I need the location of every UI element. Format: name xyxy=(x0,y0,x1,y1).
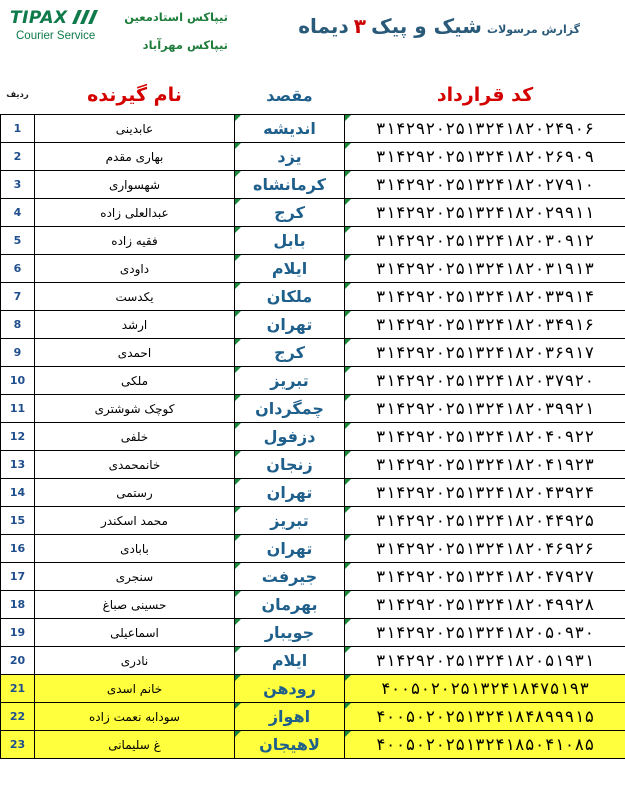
table-row xyxy=(1,255,625,283)
row-index: 9 xyxy=(1,339,35,367)
report-month: دیماه xyxy=(298,14,349,38)
recipient-name: سنجری xyxy=(35,563,235,591)
destination-city: تهران xyxy=(235,311,345,339)
contract-code: ۳۱۴۲۹۲۰۲۵۱۳۲۴۱۸۲۰۴۷۹۲۷ xyxy=(345,563,625,591)
recipient-name: نادری xyxy=(35,647,235,675)
contract-code: ۳۱۴۲۹۲۰۲۵۱۳۲۴۱۸۲۰۴۰۹۲۲ xyxy=(345,423,625,451)
row-index: 15 xyxy=(1,507,35,535)
table-row xyxy=(1,731,625,759)
cell-comment-marker-icon xyxy=(345,339,351,345)
cell-comment-marker-icon xyxy=(345,423,351,429)
contract-code: ۴۰۰۵۰۲۰۲۵۱۳۲۴۱۸۵۰۴۱۰۸۵ xyxy=(345,731,625,759)
destination-city: ایلام xyxy=(235,255,345,283)
row-index: 4 xyxy=(1,199,35,227)
cell-comment-marker-icon xyxy=(345,619,351,625)
cell-comment-marker-icon xyxy=(235,563,241,569)
cell-comment-marker-icon xyxy=(345,255,351,261)
cell-comment-marker-icon xyxy=(345,535,351,541)
cell-comment-marker-icon xyxy=(345,731,351,737)
cell-comment-marker-icon xyxy=(345,591,351,597)
row-index: 18 xyxy=(1,591,35,619)
table-row xyxy=(1,199,625,227)
cell-comment-marker-icon xyxy=(345,479,351,485)
cell-comment-marker-icon xyxy=(345,199,351,205)
table-row xyxy=(1,703,625,731)
table-row xyxy=(1,675,625,703)
contract-code: ۳۱۴۲۹۲۰۲۵۱۳۲۴۱۸۲۰۴۶۹۲۶ xyxy=(345,535,625,563)
table-row xyxy=(1,283,625,311)
table-row xyxy=(1,115,625,143)
contract-code: ۳۱۴۲۹۲۰۲۵۱۳۲۴۱۸۲۰۲۴۹۰۶ xyxy=(345,115,625,143)
destination-city: چمگردان xyxy=(235,395,345,423)
cell-comment-marker-icon xyxy=(235,311,241,317)
cell-comment-marker-icon xyxy=(235,451,241,457)
contract-code: ۴۰۰۵۰۲۰۲۵۱۳۲۴۱۸۴۷۵۱۹۳ xyxy=(345,675,625,703)
table-row xyxy=(1,339,625,367)
recipient-name: عبدالعلی زاده xyxy=(35,199,235,227)
cell-comment-marker-icon xyxy=(235,591,241,597)
row-index: 10 xyxy=(1,367,35,395)
recipient-name: یکدست xyxy=(35,283,235,311)
table-row xyxy=(1,311,625,339)
table-row xyxy=(1,647,625,675)
branch-name-2: تیپاکس مهرآباد xyxy=(142,38,228,52)
contract-code: ۳۱۴۲۹۲۰۲۵۱۳۲۴۱۸۲۰۲۹۹۱۱ xyxy=(345,199,625,227)
contract-code: ۳۱۴۲۹۲۰۲۵۱۳۲۴۱۸۲۰۵۰۹۳۰ xyxy=(345,619,625,647)
recipient-name: فقیه زاده xyxy=(35,227,235,255)
cell-comment-marker-icon xyxy=(345,647,351,653)
cell-comment-marker-icon xyxy=(235,675,241,681)
logo-subtitle: Courier Service xyxy=(16,30,96,42)
cell-comment-marker-icon xyxy=(235,227,241,233)
recipient-name: شهسواری xyxy=(35,171,235,199)
cell-comment-marker-icon xyxy=(235,339,241,345)
destination-city: کرج xyxy=(235,339,345,367)
recipient-name: غ سلیمانی xyxy=(35,731,235,759)
row-index: 5 xyxy=(1,227,35,255)
cell-comment-marker-icon xyxy=(345,451,351,457)
table-row xyxy=(1,507,625,535)
cell-comment-marker-icon xyxy=(235,535,241,541)
cell-comment-marker-icon xyxy=(345,367,351,373)
destination-city: کرمانشاه xyxy=(235,171,345,199)
row-index: 21 xyxy=(1,675,35,703)
column-header-contract-code: کد قرارداد xyxy=(436,84,534,106)
cell-comment-marker-icon xyxy=(345,171,351,177)
recipient-name: ارشد xyxy=(35,311,235,339)
cell-comment-marker-icon xyxy=(345,395,351,401)
contract-code: ۳۱۴۲۹۲۰۲۵۱۳۲۴۱۸۲۰۳۷۹۲۰ xyxy=(345,367,625,395)
cell-comment-marker-icon xyxy=(235,115,241,121)
destination-city: تبریز xyxy=(235,507,345,535)
contract-code: ۳۱۴۲۹۲۰۲۵۱۳۲۴۱۸۲۰۳۰۹۱۲ xyxy=(345,227,625,255)
destination-city: جیرفت xyxy=(235,563,345,591)
recipient-name: خلفی xyxy=(35,423,235,451)
table-row xyxy=(1,423,625,451)
report-customer: شیک و پیک xyxy=(371,14,482,38)
table-row xyxy=(1,451,625,479)
recipient-name: ملکی xyxy=(35,367,235,395)
cell-comment-marker-icon xyxy=(345,675,351,681)
branch-name-1: تیپاکس استادمعین xyxy=(124,10,228,24)
shipments-table xyxy=(0,76,625,759)
report-title xyxy=(240,14,580,38)
contract-code: ۳۱۴۲۹۲۰۲۵۱۳۲۴۱۸۲۰۳۶۹۱۷ xyxy=(345,339,625,367)
contract-code: ۳۱۴۲۹۲۰۲۵۱۳۲۴۱۸۲۰۳۹۹۲۱ xyxy=(345,395,625,423)
cell-comment-marker-icon xyxy=(345,115,351,121)
table-header-row xyxy=(1,76,625,115)
column-header-index: ردیف xyxy=(6,90,29,100)
cell-comment-marker-icon xyxy=(235,703,241,709)
recipient-name: کوچک شوشتری xyxy=(35,395,235,423)
contract-code: ۳۱۴۲۹۲۰۲۵۱۳۲۴۱۸۲۰۴۳۹۲۴ xyxy=(345,479,625,507)
contract-code: ۳۱۴۲۹۲۰۲۵۱۳۲۴۱۸۲۰۲۷۹۱۰ xyxy=(345,171,625,199)
cell-comment-marker-icon xyxy=(345,227,351,233)
table-row xyxy=(1,591,625,619)
destination-city: تهران xyxy=(235,479,345,507)
destination-city: بابل xyxy=(235,227,345,255)
cell-comment-marker-icon xyxy=(345,143,351,149)
column-header-destination: مقصد xyxy=(266,85,313,105)
recipient-name: خانم اسدی xyxy=(35,675,235,703)
cell-comment-marker-icon xyxy=(235,731,241,737)
row-index: 2 xyxy=(1,143,35,171)
cell-comment-marker-icon xyxy=(235,255,241,261)
report-header xyxy=(0,0,625,76)
contract-code: ۳۱۴۲۹۲۰۲۵۱۳۲۴۱۸۲۰۳۳۹۱۴ xyxy=(345,283,625,311)
destination-city: یزد xyxy=(235,143,345,171)
destination-city: کرج xyxy=(235,199,345,227)
contract-code: ۳۱۴۲۹۲۰۲۵۱۳۲۴۱۸۲۰۴۴۹۲۵ xyxy=(345,507,625,535)
table-row xyxy=(1,535,625,563)
recipient-name: بابادی xyxy=(35,535,235,563)
row-index: 20 xyxy=(1,647,35,675)
row-index: 17 xyxy=(1,563,35,591)
row-index: 23 xyxy=(1,731,35,759)
recipient-name: خانمحمدی xyxy=(35,451,235,479)
cell-comment-marker-icon xyxy=(235,619,241,625)
destination-city: اندیشه xyxy=(235,115,345,143)
cell-comment-marker-icon xyxy=(235,507,241,513)
cell-comment-marker-icon xyxy=(345,283,351,289)
destination-city: تهران xyxy=(235,535,345,563)
contract-code: ۳۱۴۲۹۲۰۲۵۱۳۲۴۱۸۲۰۴۱۹۲۳ xyxy=(345,451,625,479)
row-index: 12 xyxy=(1,423,35,451)
destination-city: رودهن xyxy=(235,675,345,703)
table-row xyxy=(1,395,625,423)
recipient-name: اسماعیلی xyxy=(35,619,235,647)
row-index: 16 xyxy=(1,535,35,563)
table-row xyxy=(1,143,625,171)
row-index: 13 xyxy=(1,451,35,479)
contract-code: ۴۰۰۵۰۲۰۲۵۱۳۲۴۱۸۴۸۹۹۹۱۵ xyxy=(345,703,625,731)
cell-comment-marker-icon xyxy=(235,423,241,429)
table-row xyxy=(1,227,625,255)
row-index: 22 xyxy=(1,703,35,731)
row-index: 7 xyxy=(1,283,35,311)
destination-city: اهواز xyxy=(235,703,345,731)
contract-code: ۳۱۴۲۹۲۰۲۵۱۳۲۴۱۸۲۰۳۱۹۱۳ xyxy=(345,255,625,283)
table-row xyxy=(1,619,625,647)
report-number: ۳ xyxy=(353,14,367,38)
recipient-name: داودی xyxy=(35,255,235,283)
destination-city: بهرمان xyxy=(235,591,345,619)
cell-comment-marker-icon xyxy=(345,563,351,569)
cell-comment-marker-icon xyxy=(345,507,351,513)
row-index: 11 xyxy=(1,395,35,423)
cell-comment-marker-icon xyxy=(235,647,241,653)
table-row xyxy=(1,367,625,395)
cell-comment-marker-icon xyxy=(235,395,241,401)
cell-comment-marker-icon xyxy=(235,143,241,149)
row-index: 1 xyxy=(1,115,35,143)
cell-comment-marker-icon xyxy=(235,283,241,289)
cell-comment-marker-icon xyxy=(235,367,241,373)
destination-city: دزفول xyxy=(235,423,345,451)
recipient-name: رستمی xyxy=(35,479,235,507)
row-index: 14 xyxy=(1,479,35,507)
cell-comment-marker-icon xyxy=(345,311,351,317)
contract-code: ۳۱۴۲۹۲۰۲۵۱۳۲۴۱۸۲۰۵۱۹۳۱ xyxy=(345,647,625,675)
row-index: 3 xyxy=(1,171,35,199)
logo-stripes-icon xyxy=(72,10,102,24)
cell-comment-marker-icon xyxy=(235,199,241,205)
destination-city: ایلام xyxy=(235,647,345,675)
row-index: 6 xyxy=(1,255,35,283)
table-row xyxy=(1,479,625,507)
logo-brand-text: TIPAX xyxy=(10,8,68,28)
destination-city: لاهیجان xyxy=(235,731,345,759)
recipient-name: حسینی صباغ xyxy=(35,591,235,619)
table-row xyxy=(1,171,625,199)
table-row xyxy=(1,563,625,591)
recipient-name: بهاری مقدم xyxy=(35,143,235,171)
contract-code: ۳۱۴۲۹۲۰۲۵۱۳۲۴۱۸۲۰۴۹۹۲۸ xyxy=(345,591,625,619)
cell-comment-marker-icon xyxy=(235,171,241,177)
contract-code: ۳۱۴۲۹۲۰۲۵۱۳۲۴۱۸۲۰۳۴۹۱۶ xyxy=(345,311,625,339)
cell-comment-marker-icon xyxy=(345,703,351,709)
tipax-logo xyxy=(6,6,116,52)
row-index: 19 xyxy=(1,619,35,647)
destination-city: جویبار xyxy=(235,619,345,647)
recipient-name: محمد اسکندر xyxy=(35,507,235,535)
recipient-name: سودابه نعمت زاده xyxy=(35,703,235,731)
destination-city: تبریز xyxy=(235,367,345,395)
recipient-name: عابدینی xyxy=(35,115,235,143)
row-index: 8 xyxy=(1,311,35,339)
cell-comment-marker-icon xyxy=(235,479,241,485)
column-header-recipient: نام گیرنده xyxy=(87,84,182,106)
destination-city: ملکان xyxy=(235,283,345,311)
contract-code: ۳۱۴۲۹۲۰۲۵۱۳۲۴۱۸۲۰۲۶۹۰۹ xyxy=(345,143,625,171)
report-prefix: گزارش مرسولات xyxy=(487,23,580,36)
recipient-name: احمدی xyxy=(35,339,235,367)
destination-city: زنجان xyxy=(235,451,345,479)
